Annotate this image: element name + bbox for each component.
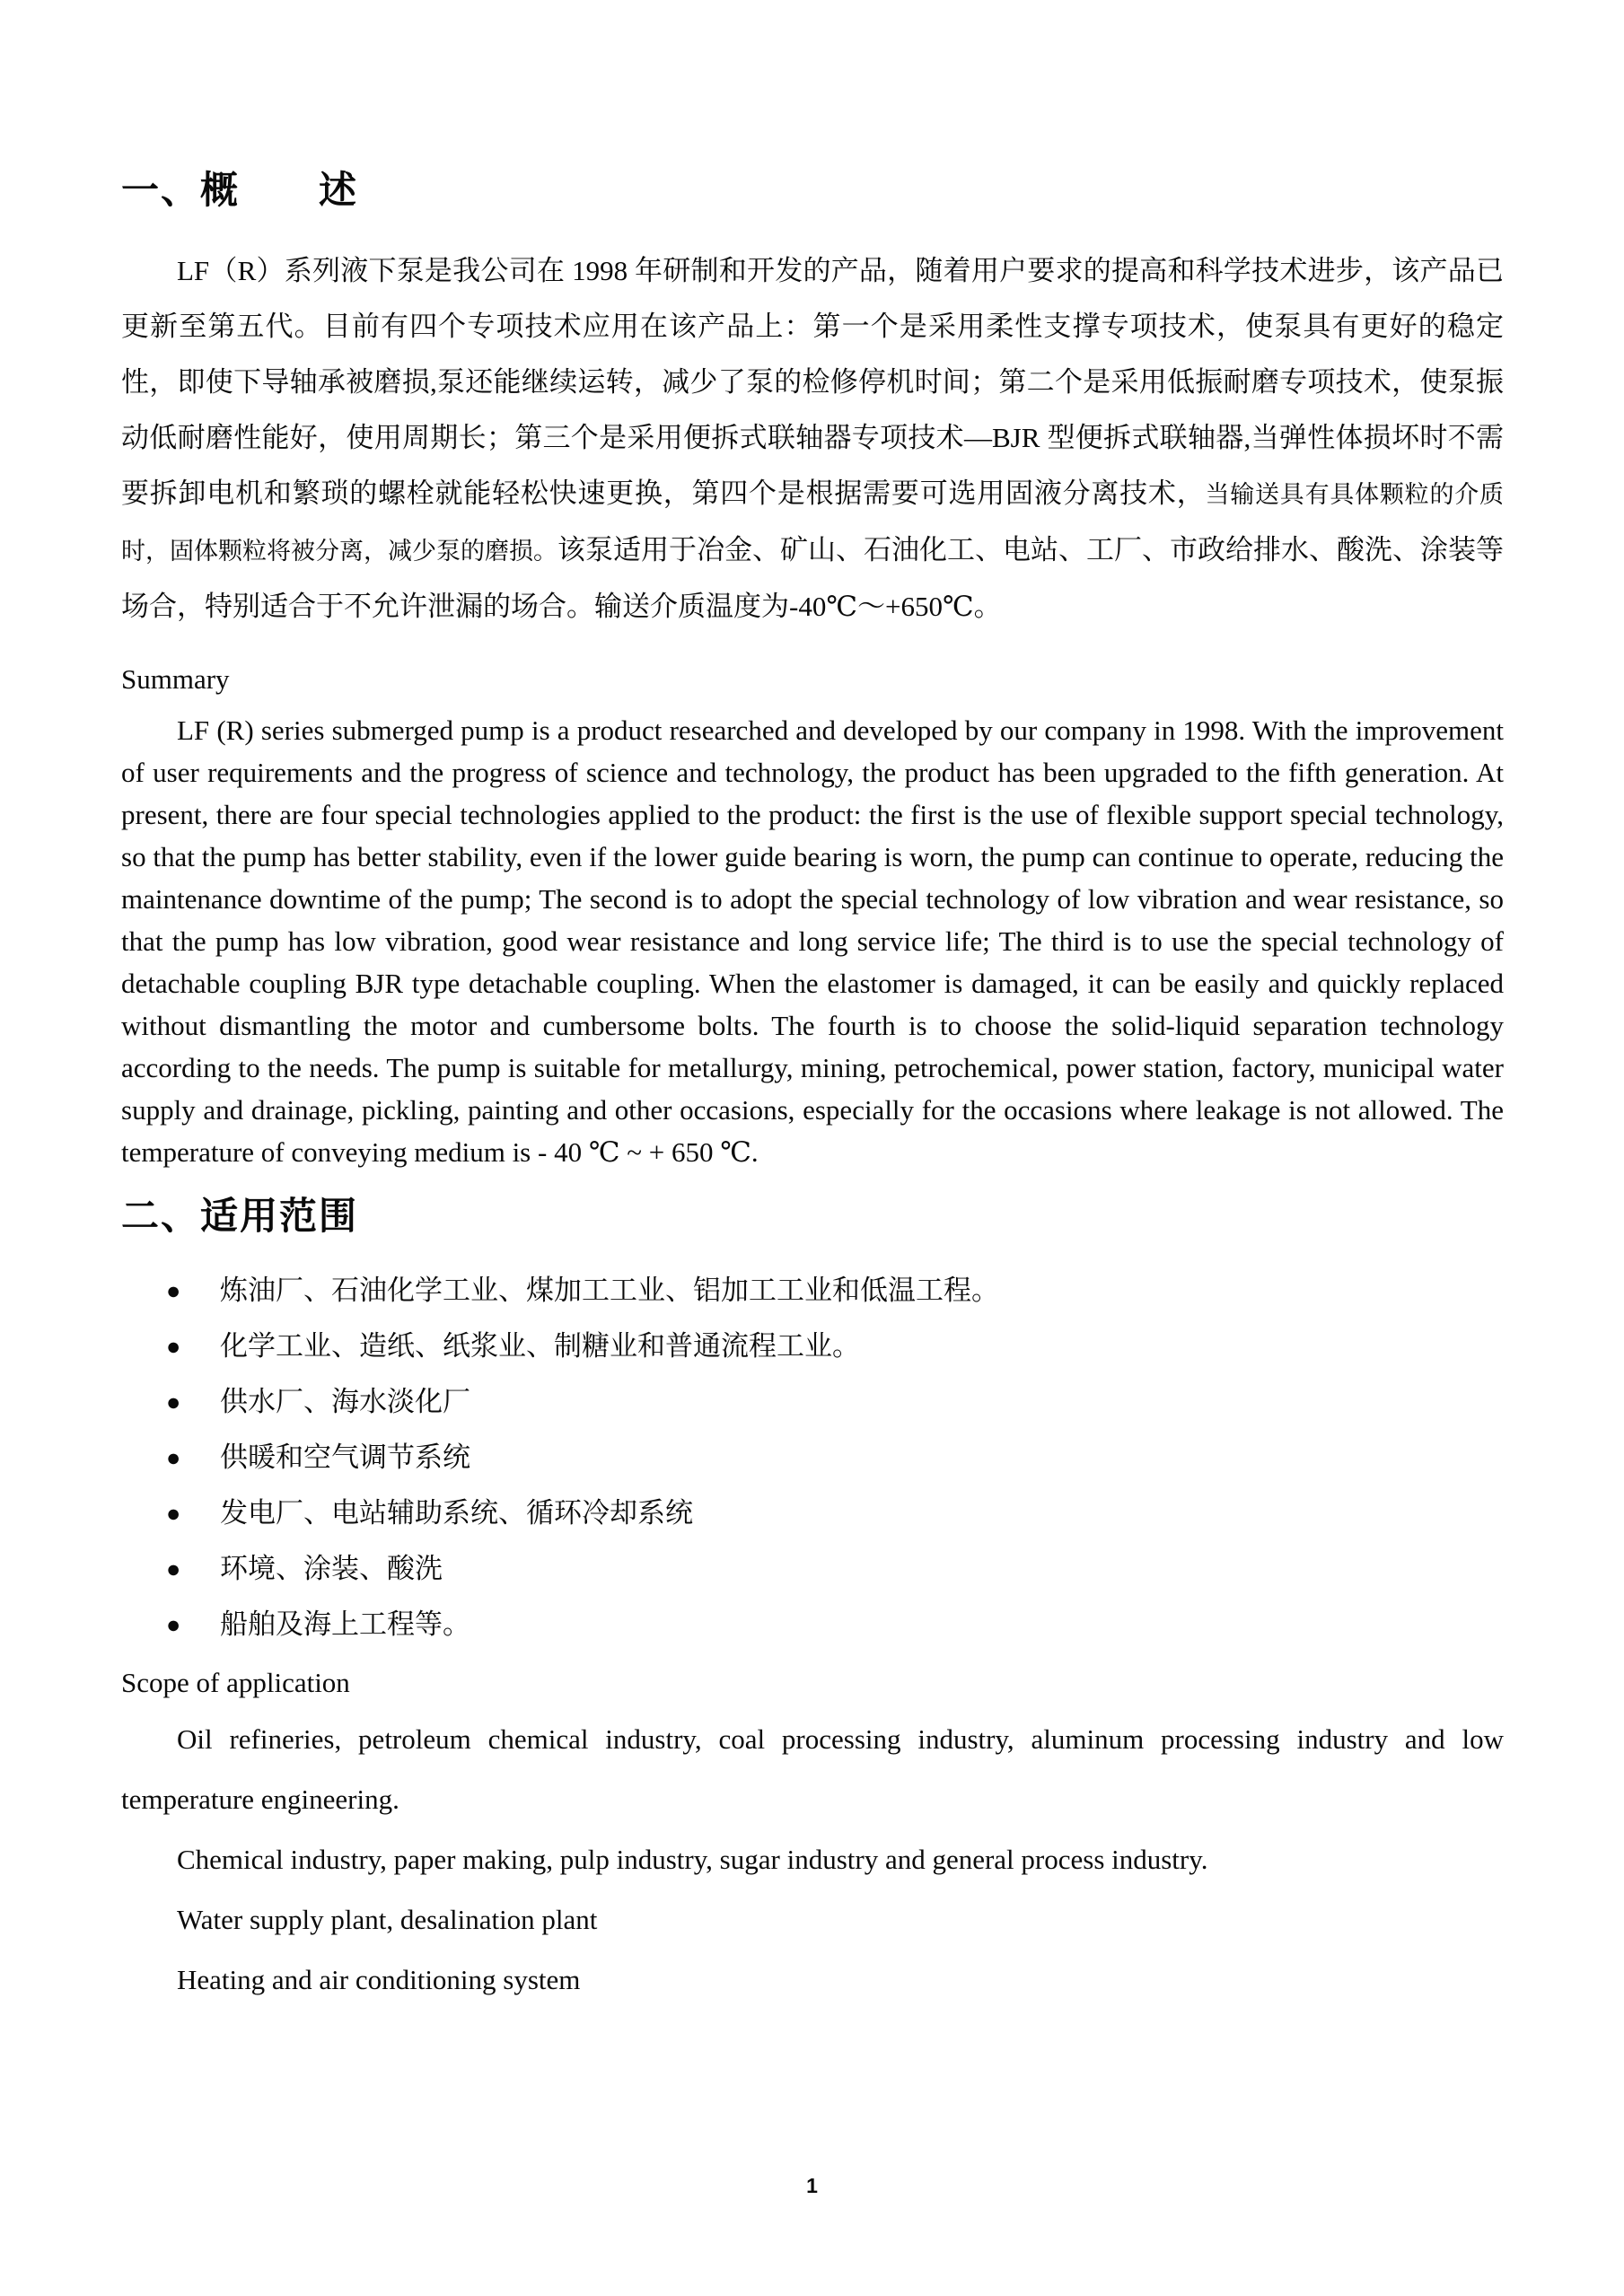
list-item [121, 1263, 1504, 1319]
scope-heading: 二、适用范围 [121, 1196, 359, 1238]
zh-segment-small: 当输送具有具体颗粒的介质时，固体颗粒将被分离，减少泵的磨损。 [121, 480, 1504, 565]
list-item [121, 1485, 1504, 1541]
bullet-text: 船舶及海上工程等。 [220, 1608, 470, 1641]
bullet-icon: ● [166, 1333, 181, 1361]
bullet-icon: ● [166, 1389, 181, 1416]
zh-segment-main: LF（R）系列液下泵是我公司在 1998 年研制和开发的产品，随着用户要求的提高和科学技术进步，该产品已更新至第五代。目前有四个专项技术应用在该产品上：第一个是采用柔性支撑专项技术，使泵具有更好的稳定性，即使下导轴承被磨损,泵还能继续运转，减少了泵的检修停机时间；第二个是采用低振耐磨专项技术，使泵振动低耐磨性能好，使用周期长；第三个是采用便拆式联轴器专项技术—BJR 型便拆式联轴器,当弹性体损坏时不需要拆卸电机和繁琐的螺栓就能轻松快速更换，第四个是根据需要可选用固液分离技术， [121, 254, 1504, 509]
summary-paragraph-en: LF (R) series submerged pump is a product researched and developed by our company in 1998. With the improvement of user requirements and the progress of science and technology, the product has been upgraded to the fifth generation. At present, there are four special technologies applied to the product: the first is the use of flexible support special technology, so that the pump has better stability, even if the lower guide bearing is worn, the pump can continue to operate, reducing the maintenance downtime of the pump; The second is to adopt the special technology of low vibration and wear resistance, so that the pump has low vibration, good wear resistance and long service life; The third is to use the special technology of detachable coupling BJR type detachable coupling. When the elastomer is damaged, it can be easily and quickly replaced without dismantling the motor and cumbersome bolts. The fourth is to choose the solid-liquid separation technology according to the needs. The pump is suitable for metallurgy, mining, petrochemical, power station, factory, municipal water supply and drainage, pickling, painting and other occasions, especially for the occasions where leakage is not allowed. The temperature of conveying medium is - 40 ℃ ~ + 650 ℃. [121, 714, 1504, 1168]
bullet-text: 发电厂、电站辅助系统、循环冷却系统 [220, 1497, 693, 1529]
scope-paragraphs-en [121, 1709, 1504, 2010]
bullet-icon: ● [166, 1611, 181, 1639]
list-item [121, 1430, 1504, 1485]
scope-label: Scope of application [121, 1667, 350, 1699]
list-item [121, 1597, 1504, 1652]
bullet-text: 供水厂、海水淡化厂 [220, 1386, 470, 1418]
bullet-icon: ● [166, 1444, 181, 1472]
list-item [121, 1374, 1504, 1430]
bullet-icon: ● [166, 1555, 181, 1583]
bullet-text: 供暖和空气调节系统 [220, 1442, 470, 1474]
scope-paragraph-1: Oil refineries, petroleum chemical industry, coal processing industry, aluminum processing industry and low temperature engineering. [121, 1723, 1504, 1816]
list-item [121, 1541, 1504, 1597]
bullet-icon: ● [166, 1277, 181, 1305]
scope-paragraph-4: Heating and air conditioning system [177, 1964, 581, 1996]
bullet-text: 化学工业、造纸、纸浆业、制糖业和普通流程工业。 [220, 1330, 860, 1363]
scope-paragraph-2: Chemical industry, paper making, pulp industry, sugar industry and general process industry. [177, 1844, 1208, 1876]
scope-paragraph-3: Water supply plant, desalination plant [177, 1904, 598, 1936]
overview-heading: 一、概 述 [121, 171, 359, 212]
list-item [121, 1319, 1504, 1374]
zh-segment-tail: 该泵适用于冶金、矿山、石油化工、电站、工厂、市政给排水、酸洗、涂装等场合，特别适合于不允许泄漏的场合。输送介质温度为-40℃～+650℃。 [121, 533, 1504, 622]
bullet-text: 炼油厂、石油化学工业、煤加工工业、铝加工工业和低温工程。 [220, 1275, 999, 1307]
bullet-icon: ● [166, 1500, 181, 1528]
overview-paragraph-zh [121, 243, 1504, 635]
page-number: 1 [806, 2174, 818, 2197]
bullet-text: 环境、涂装、酸洗 [220, 1553, 443, 1585]
applications-list [121, 1263, 1504, 1652]
summary-label: Summary [121, 662, 230, 695]
